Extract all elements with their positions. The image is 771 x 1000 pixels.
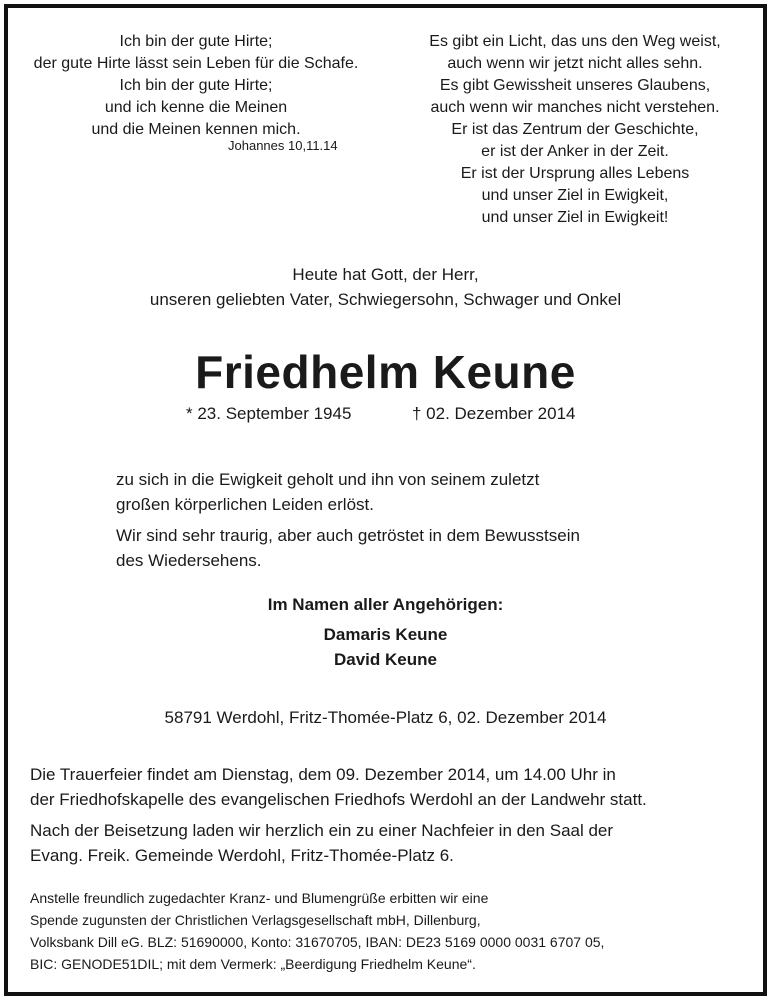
- donation-line: BIC: GENODE51DIL; mit dem Vermerk: „Beerdigung Friedhelm Keune“.: [30, 956, 476, 972]
- verse-line: Er ist der Ursprung alles Lebens: [460, 165, 690, 182]
- bible-verse-left: [10, 31, 382, 141]
- verse-line: und ich kenne die Meinen: [104, 99, 288, 116]
- address-line: 58791 Werdohl, Fritz-Thomée-Platz 6, 02. Dezember 2014: [164, 708, 607, 727]
- donation-line: Volksbank Dill eG. BLZ: 51690000, Konto: 31670705, IBAN: DE23 5169 0000 0031 6707 05,: [30, 934, 605, 950]
- paragraph-line: großen körperlichen Leiden erlöst.: [116, 495, 374, 514]
- message-paragraph: [116, 467, 539, 517]
- birth-date: * 23. September 1945: [186, 404, 352, 423]
- paragraph-line: des Wiedersehens.: [116, 551, 262, 570]
- donation-line: Spende zugunsten der Christlichen Verlagsgesellschaft mbH, Dillenburg,: [30, 912, 481, 928]
- verse-line: auch wenn wir jetzt nicht alles sehn.: [447, 55, 703, 72]
- signature-name: Damaris Keune: [323, 625, 448, 644]
- death-date: † 02. Dezember 2014: [412, 404, 576, 423]
- poem-verse-right: [390, 31, 760, 229]
- verse-line: und unser Ziel in Ewigkeit!: [481, 209, 669, 226]
- service-line: der Friedhofskapelle des evangelischen Friedhofs Werdohl an der Landwehr statt.: [30, 790, 647, 809]
- paragraph-line: zu sich in die Ewigkeit geholt und ihn von seinem zuletzt: [116, 470, 540, 489]
- signature-name: David Keune: [334, 650, 437, 669]
- message-paragraph: [116, 523, 580, 573]
- deceased-name: Friedhelm Keune: [195, 346, 576, 398]
- service-line: Evang. Freik. Gemeinde Werdohl, Fritz-Thomée-Platz 6.: [30, 846, 454, 865]
- funeral-service-info: [30, 762, 647, 812]
- service-line: Die Trauerfeier findet am Dienstag, dem 09. Dezember 2014, um 14.00 Uhr in: [30, 765, 616, 784]
- reception-info: [30, 818, 613, 868]
- signature-heading: Im Namen aller Angehörigen:: [267, 595, 504, 614]
- verse-line: Es gibt Gewissheit unseres Glaubens,: [439, 77, 711, 94]
- verse-line: und die Meinen kennen mich.: [91, 121, 301, 138]
- donation-line: Anstelle freundlich zugedachter Kranz- und Blumengrüße erbitten wir eine: [30, 890, 489, 906]
- verse-line: Ich bin der gute Hirte;: [119, 33, 273, 50]
- verse-line: Er ist das Zentrum der Geschichte,: [451, 121, 699, 138]
- donation-request: [30, 887, 604, 975]
- verse-line: Ich bin der gute Hirte;: [119, 77, 273, 94]
- paragraph-line: Wir sind sehr traurig, aber auch getröstet in dem Bewusstsein: [116, 526, 580, 545]
- announcement: [0, 262, 771, 312]
- announcement-line: Heute hat Gott, der Herr,: [292, 265, 479, 284]
- announcement-line: unseren geliebten Vater, Schwiegersohn, Schwager und Onkel: [149, 290, 622, 309]
- service-line: Nach der Beisetzung laden wir herzlich ein zu einer Nachfeier in den Saal der: [30, 821, 614, 840]
- verse-line: der gute Hirte lässt sein Leben für die Schafe.: [33, 55, 359, 72]
- verse-line: und unser Ziel in Ewigkeit,: [481, 187, 669, 204]
- verse-line: auch wenn wir manches nicht verstehen.: [430, 99, 720, 116]
- verse-line: er ist der Anker in der Zeit.: [481, 143, 669, 160]
- verse-line: Es gibt ein Licht, das uns den Weg weist,: [429, 33, 721, 50]
- verse-reference: Johannes 10,11.14: [228, 138, 338, 153]
